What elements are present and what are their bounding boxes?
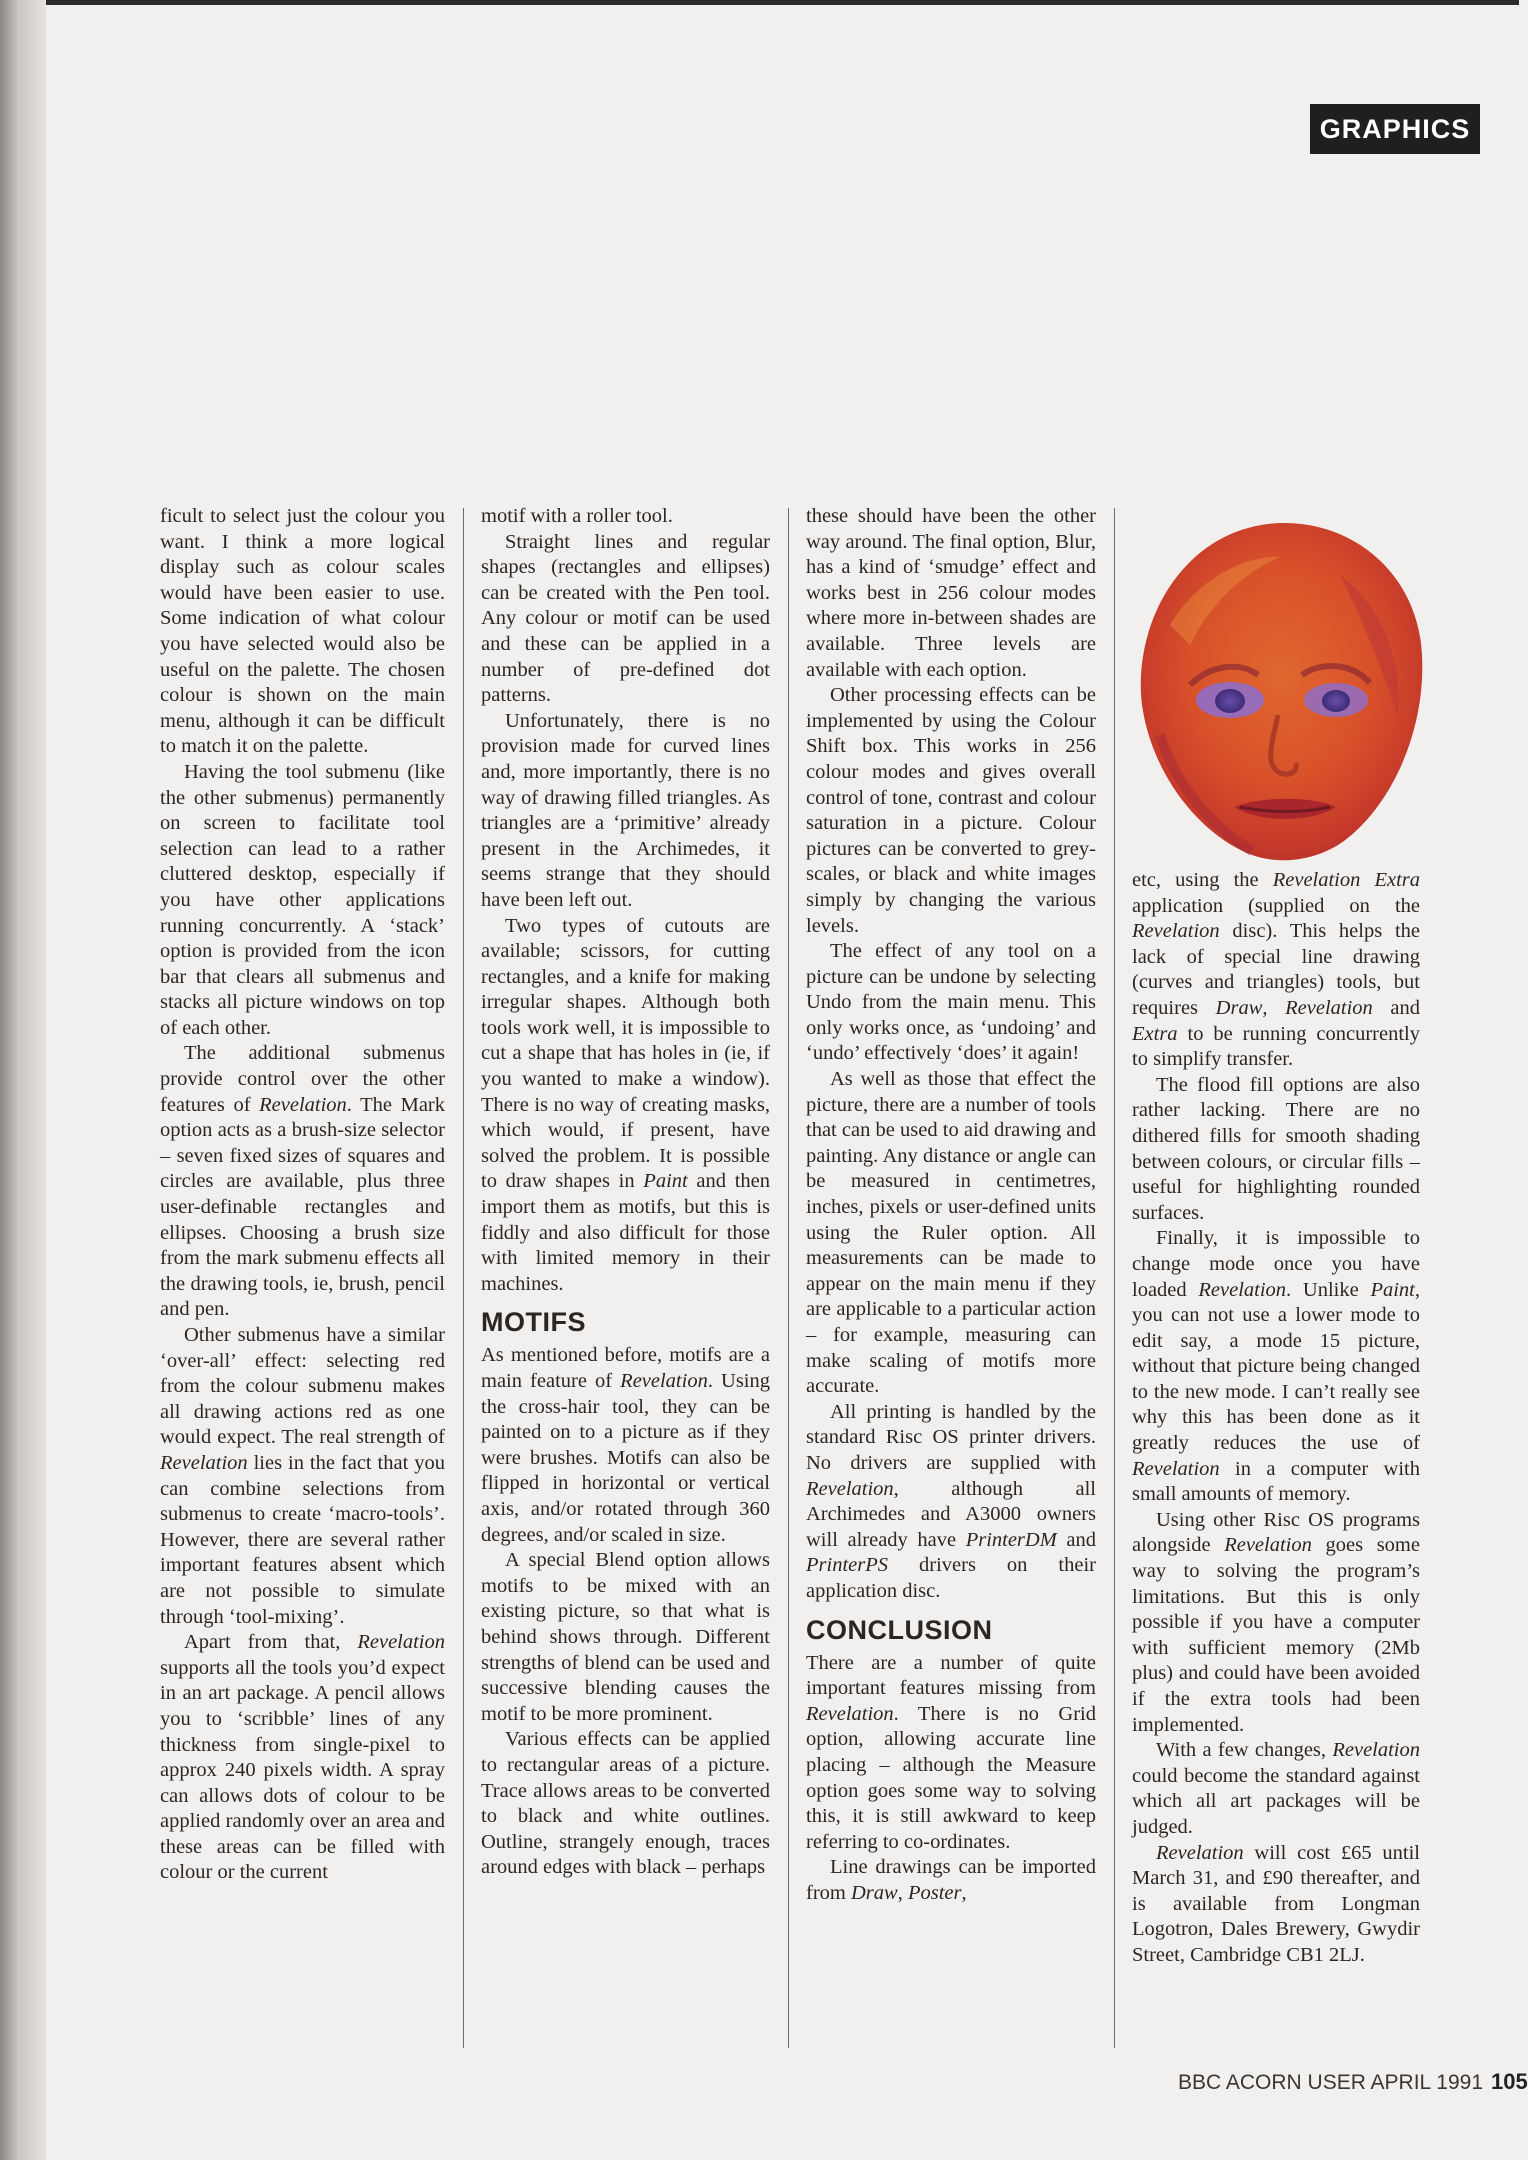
article-column-3 xyxy=(806,504,1096,1906)
painted-face-illustration xyxy=(1130,515,1430,867)
body-paragraph: The flood fill options are also rather lacking. There are no dithered fills for smooth shading between colours, or circular fills – useful for highlighting rounded surfaces. xyxy=(1132,1073,1420,1224)
body-paragraph: Using other Risc OS programs alongside Revelation goes some way to solving the program’s limitations. But this is only possible if you have a computer with sufficient memory (2Mb plus) and could have been avoided if the extra tools had been implemented. xyxy=(1132,1508,1420,1736)
body-paragraph: ficult to select just the colour you want. I think a more logical display such as colour scales would have been easier to use. Some indication of what colour you have selected would also be useful on the palette. The chosen colour is shown on the main menu, although it can be difficult to match it on the palette. xyxy=(160,505,445,758)
body-paragraph: Straight lines and regular shapes (rectangles and ellipses) can be created with the Pen tool. Any colour or motif can be used and these can be applied in a number of pre-defined dot patterns. xyxy=(481,530,770,707)
body-paragraph: All printing is handled by the standard Risc OS printer drivers. No drivers are supplied with Revelation, although all Archimedes and A3000 owners will already have PrinterDM and PrinterPS drivers on their application disc. xyxy=(806,1400,1096,1602)
article-column-1 xyxy=(160,504,445,1886)
footer-publication: BBC ACORN USER APRIL 1991 xyxy=(1178,2071,1484,2094)
body-paragraph: With a few changes, Revelation could become the standard against which all art packages will be judged. xyxy=(1132,1739,1420,1838)
body-paragraph: Revelation will cost £65 until March 31, and £90 thereafter, and is available from Longman Logotron, Dales Brewery, Gwydir Street, Cambridge CB1 2LJ. xyxy=(1132,1841,1420,1966)
body-paragraph: Finally, it is impossible to change mode once you have loaded Revelation. Unlike Paint, you can not use a lower mode to edit say, a mode 15 picture, without that picture being changed to the new mode. I can’t really see why this has been done as it greatly reduces the use of Revelation in a computer with small amounts of memory. xyxy=(1132,1227,1420,1506)
body-paragraph: Other processing effects can be implemented by using the Colour Shift box. This works in 256 colour modes and gives overall control of tone, contrast and colour saturation in a picture. Colour pictures can be converted to grey-scales, or black and white images simply by changing the various levels. xyxy=(806,684,1096,937)
body-paragraph: Other submenus have a similar ‘over-all’ effect: selecting red from the colour submenu makes all drawing actions red as one would expect. The real strength of Revelation lies in the fact that you can combine selections from submenus to create ‘macro-tools’. However, there are several rather important features absent which are not possible to simulate through ‘tool-mixing’. xyxy=(160,1324,445,1628)
article-column-4 xyxy=(1132,868,1420,1969)
column-rule xyxy=(788,508,789,2048)
section-heading: CONCLUSION xyxy=(806,1614,993,1645)
section-tab: GRAPHICS xyxy=(1310,104,1480,154)
body-paragraph: There are a number of quite important features missing from Revelation. There is no Grid option, allowing accurate line placing – although the Measure option goes some way to solving this, it is still awkward to keep referring to co-ordinates. xyxy=(806,1651,1096,1853)
body-paragraph: motif with a roller tool. xyxy=(481,505,673,527)
column-rule xyxy=(1114,508,1115,2048)
body-paragraph: these should have been the other way around. The final option, Blur, has a kind of ‘smudge’ effect and works best in 256 colour modes where more in-between shades are available. Three levels are available with each option. xyxy=(806,505,1096,681)
body-paragraph: As mentioned before, motifs are a main feature of Revelation. Using the cross-hair tool, they can be painted on to a picture as if they were brushes. Motifs can also be flipped in horizontal or vertical axis, and/or rotated through 360 degrees, and/or scaled in size. xyxy=(481,1344,770,1546)
top-edge-bar xyxy=(0,0,1519,5)
body-paragraph: A special Blend option allows motifs to be mixed with an existing picture, so that what is behind shows through. Different strengths of blend can be used and successive blending causes the motif to be more prominent. xyxy=(481,1549,770,1725)
body-paragraph: The effect of any tool on a picture can be undone by selecting Undo from the main menu. This only works once, as ‘undoing’ and ‘undo’ effectively ‘does’ it again! xyxy=(806,940,1096,1065)
page-number: 105 xyxy=(1491,2069,1528,2094)
body-paragraph: Line drawings can be imported from Draw, Poster, xyxy=(806,1856,1096,1904)
body-paragraph: Various effects can be applied to rectangular areas of a picture. Trace allows areas to be converted to black and white outlines. Outline, strangely enough, traces around edges with black – perhaps xyxy=(481,1728,770,1879)
body-paragraph: Unfortunately, there is no provision made for curved lines and, more importantly, there is no way of drawing filled triangles. As triangles are a ‘primitive’ already present in the Archimedes, it seems strange that they should have been left out. xyxy=(481,709,770,911)
body-paragraph: Having the tool submenu (like the other submenus) permanently on screen to facilitate tool selection can lead to a rather cluttered desktop, especially if you have other applications running concurrently. A ‘stack’ option is provided from the icon bar that clears all submenus and stacks all picture windows on top of each other. xyxy=(160,760,445,1039)
page-spine-shadow xyxy=(0,0,46,2160)
body-paragraph: As well as those that effect the picture, there are a number of tools that can be used to aid drawing and painting. Any distance or angle can be measured in centimetres, inches, pixels or user-defined units using the Ruler option. All measurements can be made to appear on the main menu if they are applicable to a particular action – for example, measuring can make scaling of motifs more accurate. xyxy=(806,1068,1096,1398)
body-paragraph: The additional submenus provide control over the other features of Revelation. The Mark option acts as a brush-size selector – seven fixed sizes of squares and circles are available, plus three user-definable rectangles and ellipses. Choosing a brush size from the mark submenu effects all the drawing tools, ie, brush, pencil and pen. xyxy=(160,1042,446,1321)
column-rule xyxy=(463,508,464,2048)
body-paragraph: Two types of cutouts are available; scissors, for cutting rectangles, and a knife for making irregular shapes. Although both tools work well, it is impossible to cut a shape that has holes in (ie, if you wanted to make a window). There is no way of creating masks, which would, if present, have solved the problem. It is possible to draw shapes in Paint and then import them as motifs, but this is fiddly and also difficult for those with limited memory in their machines. xyxy=(481,914,770,1295)
body-paragraph: Apart from that, Revelation supports all the tools you’d expect in an art package. A pencil allows you to ‘scribble’ lines of any thickness from single-pixel to approx 240 pixels width. A spray can allows dots of colour to be applied randomly over an area and these areas can be filled with colour or the current xyxy=(160,1631,445,1884)
body-paragraph: etc, using the Revelation Extra application (supplied on the Revelation disc). This helps the lack of special line drawing (curves and triangles) tools, but requires Draw, Revelation and Extra to be running concurrently to simplify transfer. xyxy=(1132,869,1420,1071)
page-footer xyxy=(1178,2069,1528,2095)
article-column-2 xyxy=(481,504,770,1881)
section-heading: MOTIFS xyxy=(481,1307,586,1338)
